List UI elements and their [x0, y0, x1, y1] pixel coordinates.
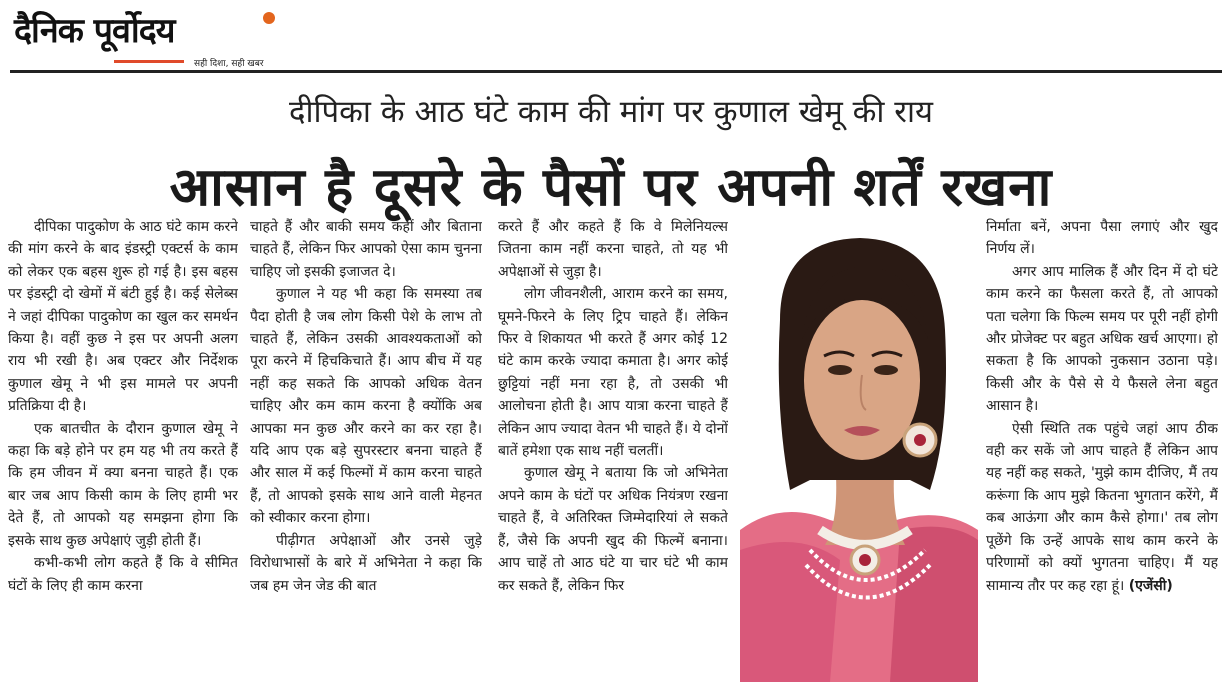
article-paragraph-text: ऐसी स्थिति तक पहुंचे जहां आप ठीक वही कर सकें जो आप चाहते हैं लेकिन आप यह नहीं कह सकते, 'मुझे काम दीजिए, मैं तय करूंगा कि आप मुझे कितना भुगतान करेंगे, मैं कब आऊंगा और काम कैसे होगा।' तब लोग पूछेंगे कि उन्हें आपके साथ काम करने के परिणामों को क्यों भुगतना चाहिए। मैं यह सामान्य तौर पर कह रहा हूं।	[986, 420, 1218, 594]
logo-accent-line	[114, 60, 184, 63]
article-column-1	[8, 216, 238, 688]
newspaper-tagline: सही दिशा, सही खबर	[194, 59, 264, 69]
article-kicker: दीपिका के आठ घंटे काम की मांग पर कुणाल खेमू की राय	[288, 94, 933, 130]
article-column-4	[986, 216, 1218, 688]
logo-dot-icon	[263, 12, 275, 24]
article-paragraph: करते हैं और कहते हैं कि वे मिलेनियल्स जितना काम नहीं करना चाहते, तो यह भी अपेक्षाओं से जुड़ा है।	[498, 219, 728, 280]
article-paragraph: कभी-कभी लोग कहते हैं कि वे सीमित घंटों के लिए ही काम करना	[8, 555, 238, 594]
article-paragraph: कुणाल ने यह भी कहा कि समस्या तब पैदा होती है जब लोग किसी पेशे के लाभ तो चाहते हैं, लेकिन उसकी आवश्यकताओं को पूरा करने में हिचकिचाते हैं। आप बीच में यह नहीं कह सकते कि आपको अधिक वेतन चाहिए और कम काम करना है क्योंकि अब आपका मन कुछ और करने का कर रहा है। यदि आप एक बड़े सुपरस्टार बनना चाहते हैं और साल में कई फिल्मों में काम करना चाहते हैं, तो आपको इसके साथ आने वाली मेहनत को स्वीकार करना होगा।	[250, 286, 482, 527]
agency-credit: (एजेंसी)	[1128, 577, 1173, 594]
article-paragraph: कुणाल खेमू ने बताया कि जो अभिनेता अपने काम के घंटों पर अधिक नियंत्रण रखना चाहते हैं, वे अतिरिक्त जिम्मेदारियां ले सकते हैं, जैसे कि अपनी खुद की फिल्में बनाना। आप चाहें तो आठ घंटे या चार घंटे भी काम कर सकते हैं, लेकिन फिर	[498, 465, 728, 594]
article-paragraph	[986, 418, 1218, 597]
portrait-illustration	[740, 230, 978, 682]
portrait-photo	[740, 230, 978, 682]
article-paragraph: दीपिका पादुकोण के आठ घंटे काम करने की मांग करने के बाद इंडस्ट्री एक्टर्स के काम को लेकर एक बहस शुरू हो गई है। इस बहस पर इंडस्ट्री दो खेमों में बंटी हुई है। कई सेलेब्स ने जहां दीपिका पादुकोण का खुल कर समर्थन किया है। वहीं कुछ ने इस पर अपनी अलग राय भी रखी है। अब एक्टर और निर्देशक कुणाल खेमू ने भी इस मामले पर अपनी प्रतिक्रिया दी है।	[8, 219, 238, 415]
article-paragraph: पीढ़ीगत अपेक्षाओं और उनसे जुड़े विरोधाभासों के बारे में अभिनेता ने कहा कि जब हम जेन जेड की बात	[250, 532, 482, 594]
article-paragraph: निर्माता बनें, अपना पैसा लगाएं और खुद निर्णय लें।	[986, 219, 1218, 258]
article-paragraph: चाहते हैं और बाकी समय कहीं और बिताना चाहते हैं, लेकिन फिर आपको ऐसा काम चुनना चाहिए जो इसकी इजाजत दे।	[250, 219, 482, 280]
article-paragraph: लोग जीवनशैली, आराम करने का समय, घूमने-फिरने के लिए ट्रिप चाहते हैं। लेकिन फिर वे शिकायत भी करते हैं अगर कोई 12 घंटे काम करके ज्यादा कमाता है। अगर कोई छुट्टियां नहीं मना रहा है, तो उसकी भी आलोचना होती है। आप यात्रा करना चाहते हैं लेकिन आप ज्यादा वेतन भी चाहते हैं। ये दोनों बातें हमेशा एक साथ नहीं चलतीं।	[498, 286, 728, 460]
article-column-3	[498, 216, 728, 688]
masthead	[0, 0, 1222, 80]
article-paragraph: अगर आप मालिक हैं और दिन में दो घंटे काम करने का फैसला करते हैं, तो आपको पता चलेगा कि फिल्म समय पर पूरी नहीं होगी और प्रोजेक्ट पर बहुत अधिक खर्च आएगा। हो सकता है कि आपको नुकसान उठाना पड़े। किसी और के पैसे से ये फैसले लेना बहुत आसान है।	[986, 263, 1218, 415]
article-column-2	[250, 216, 482, 688]
article-headline: आसान है दूसरे के पैसों पर अपनी शर्तें रखना	[169, 157, 1053, 218]
newspaper-logo: दैनिक पूर्वोदय	[14, 11, 175, 51]
masthead-divider	[10, 70, 1222, 73]
article-paragraph: एक बातचीत के दौरान कुणाल खेमू ने कहा कि बड़े होने पर हम यह भी तय करते हैं कि हम जीवन में क्या बनना चाहते हैं। एक बार जब आप किसी काम के लिए हामी भर देते हैं, तो आपको यह समझना होगा कि इसके साथ कुछ अपेक्षाएं जुड़ी होती हैं।	[8, 420, 238, 549]
